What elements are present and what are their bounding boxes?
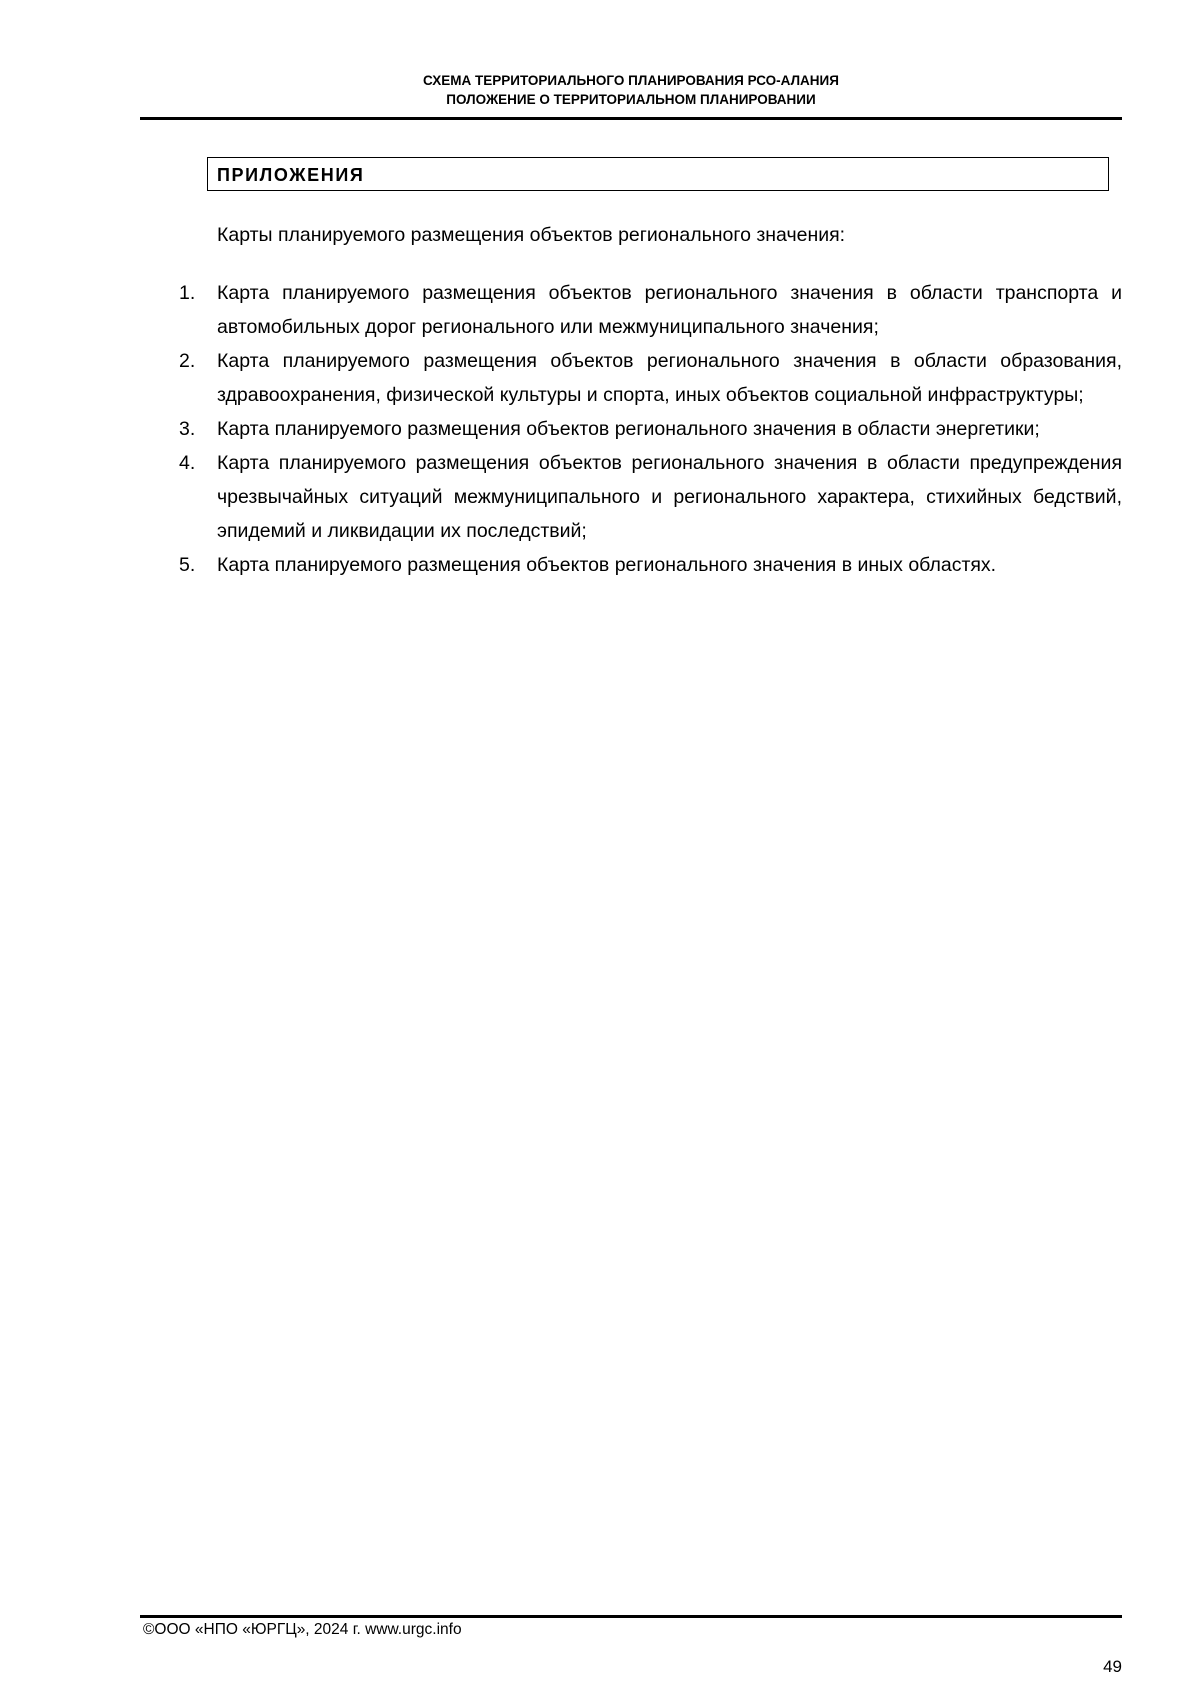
intro-paragraph: Карты планируемого размещения объектов регионального значения: xyxy=(217,224,846,246)
appendix-list xyxy=(179,276,1122,582)
list-item xyxy=(179,412,1122,446)
list-item xyxy=(179,548,1122,582)
list-item xyxy=(179,276,1122,344)
list-item-text: Карта планируемого размещения объектов регионального значения в области предупреждения чрезвычайных ситуаций межмуниципального и регионального характера, стихийных бедствий, эпидемий и ликвидации их последствий; xyxy=(217,452,1122,542)
list-item-text: Карта планируемого размещения объектов регионального значения в иных областях. xyxy=(217,554,997,576)
list-item-number: 2. xyxy=(179,350,196,372)
list-item-number: 5. xyxy=(179,554,196,576)
list-item xyxy=(179,344,1122,412)
list-item-number: 1. xyxy=(179,282,196,304)
list-item-number: 4. xyxy=(179,452,196,474)
footer-copyright: ©ООО «НПО «ЮРГЦ», 2024 г. www.urgc.info xyxy=(143,1621,462,1638)
list-item-text: Карта планируемого размещения объектов регионального значения в области транспорта и автомобильных дорог регионального или межмуниципального значения; xyxy=(217,282,1122,338)
section-title: ПРИЛОЖЕНИЯ xyxy=(207,157,1109,191)
list-item xyxy=(179,446,1122,548)
page-number: 49 xyxy=(1103,1657,1122,1676)
header-title-line1: СХЕМА ТЕРРИТОРИАЛЬНОГО ПЛАНИРОВАНИЯ РСО-АЛАНИЯ xyxy=(423,73,839,88)
footer-divider xyxy=(140,1615,1122,1618)
list-item-number: 3. xyxy=(179,418,196,440)
header-title-line2: ПОЛОЖЕНИЕ О ТЕРРИТОРИАЛЬНОМ ПЛАНИРОВАНИИ xyxy=(446,92,816,107)
list-item-text: Карта планируемого размещения объектов регионального значения в области образования, здравоохранения, физической культуры и спорта, иных объектов социальной инфраструктуры; xyxy=(217,350,1122,406)
list-item-text: Карта планируемого размещения объектов регионального значения в области энергетики; xyxy=(217,418,1040,440)
header-divider xyxy=(140,117,1122,120)
document-header xyxy=(140,71,1122,109)
